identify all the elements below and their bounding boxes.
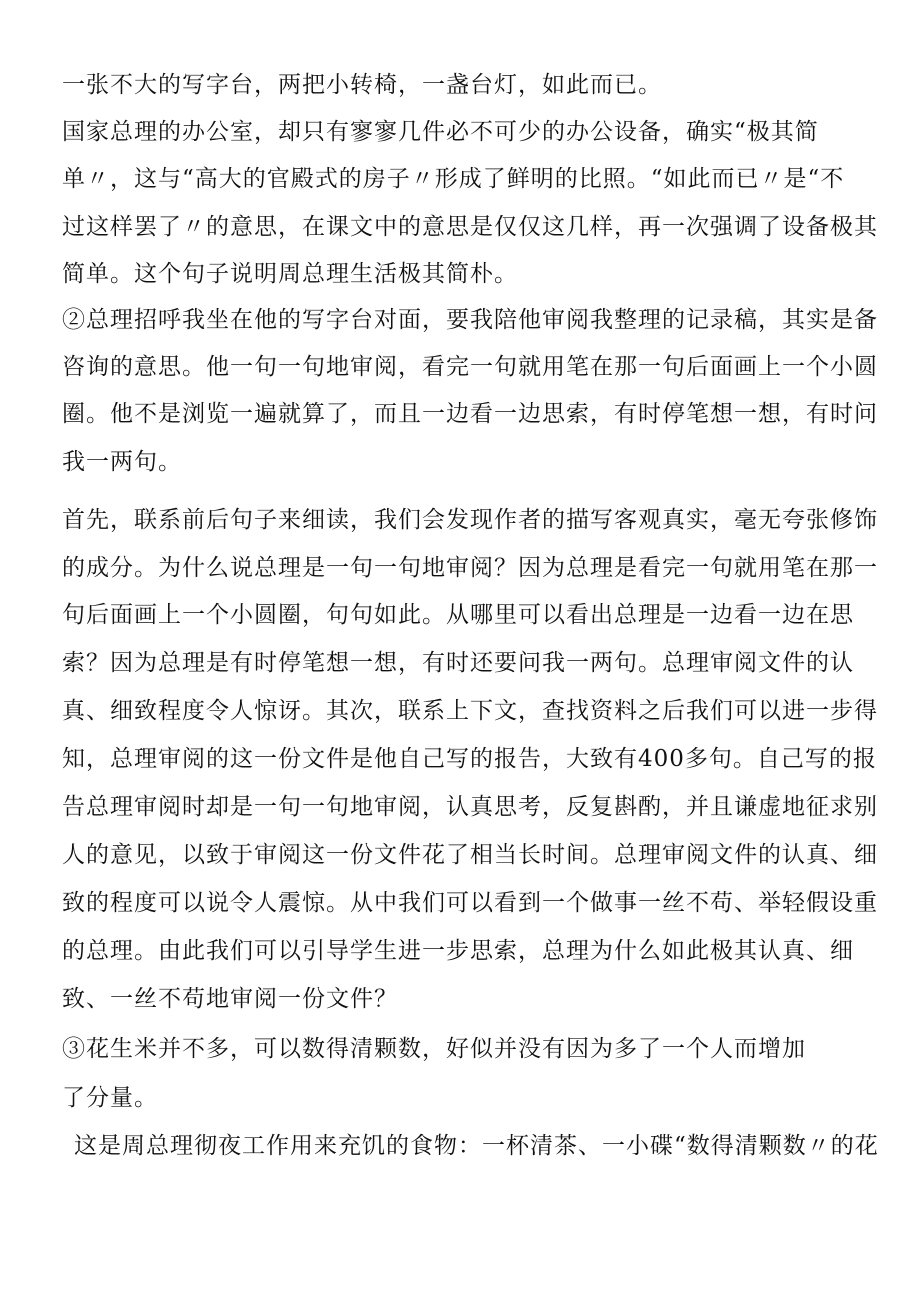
text-line: ②总理招呼我坐在他的写字台对面，要我陪他审阅我整理的记录稿，其实是备 — [62, 307, 878, 333]
text-line: 的总理。由此我们可以引导学生进一步思索，总理为什么如此极其认真、细 — [62, 938, 854, 964]
text-line: 索？因为总理是有时停笔想一想，有时还要问我一两句。总理审阅文件的认 — [62, 650, 854, 676]
text-line: 圈。他不是浏览一遍就算了，而且一边看一边思索，有时停笔想一想，有时问 — [62, 401, 878, 427]
text-line: 这是周总理彻夜工作用来充饥的食物：一杯清茶、一小碟“数得清颗数〃的花 — [74, 1133, 879, 1159]
text-line: 告总理审阅时却是一句一句地审阅，认真思考，反复斟酌，并且谦虚地征求别 — [62, 794, 878, 820]
text-line: 致、一丝不苟地审阅一份文件？ — [62, 986, 398, 1012]
text-line: 一张不大的写字台，两把小转椅，一盏台灯，如此而已。 — [62, 72, 662, 98]
text-line: 的成分。为什么说总理是一句一句地审阅？因为总理是看完一句就用笔在那一 — [62, 555, 878, 581]
text-line: 句后面画上一个小圆圈，句句如此。从哪里可以看出总理是一边看一边在思 — [62, 602, 854, 628]
text-line: 单〃，这与“高大的官殿式的房子〃形成了鲜明的比照。“如此而已〃是“不 — [62, 166, 845, 192]
text-line: 人的意见，以致于审阅这一份文件花了相当长时间。总理审阅文件的认真、细 — [62, 842, 878, 868]
text-line: 了分量。 — [62, 1085, 158, 1111]
text-line: 致的程度可以说令人震惊。从中我们可以看到一个做事一丝不苟、举轻假设重 — [62, 890, 878, 916]
text-line: 简单。这个句子说明周总理生活极其简朴。 — [62, 261, 518, 287]
text-line: 我一两句。 — [62, 449, 182, 475]
text-line: 真、细致程度令人惊讶。其次，联系上下文，查找资料之后我们可以进一步得 — [62, 698, 878, 724]
text-line: 首先，联系前后句子来细读，我们会发现作者的描写客观真实，毫无夸张修饰 — [62, 507, 878, 533]
text-line: 过这样罢了〃的意思，在课文中的意思是仅仅这几样，再一次强调了设备极其 — [62, 214, 878, 240]
text-line: 知，总理审阅的这一份文件是他自己写的报告，大致有400多句。自己写的报 — [62, 746, 877, 772]
text-line: ③花生米并不多，可以数得清颗数，好似并没有因为多了一个人而增加 — [62, 1036, 806, 1062]
text-line: 咨询的意思。他一句一句地审阅，看完一句就用笔在那一句后面画上一个小圆 — [62, 354, 878, 380]
text-line: 国家总理的办公室，却只有寥寥几件必不可少的办公设备，确实“极其简 — [62, 119, 819, 145]
